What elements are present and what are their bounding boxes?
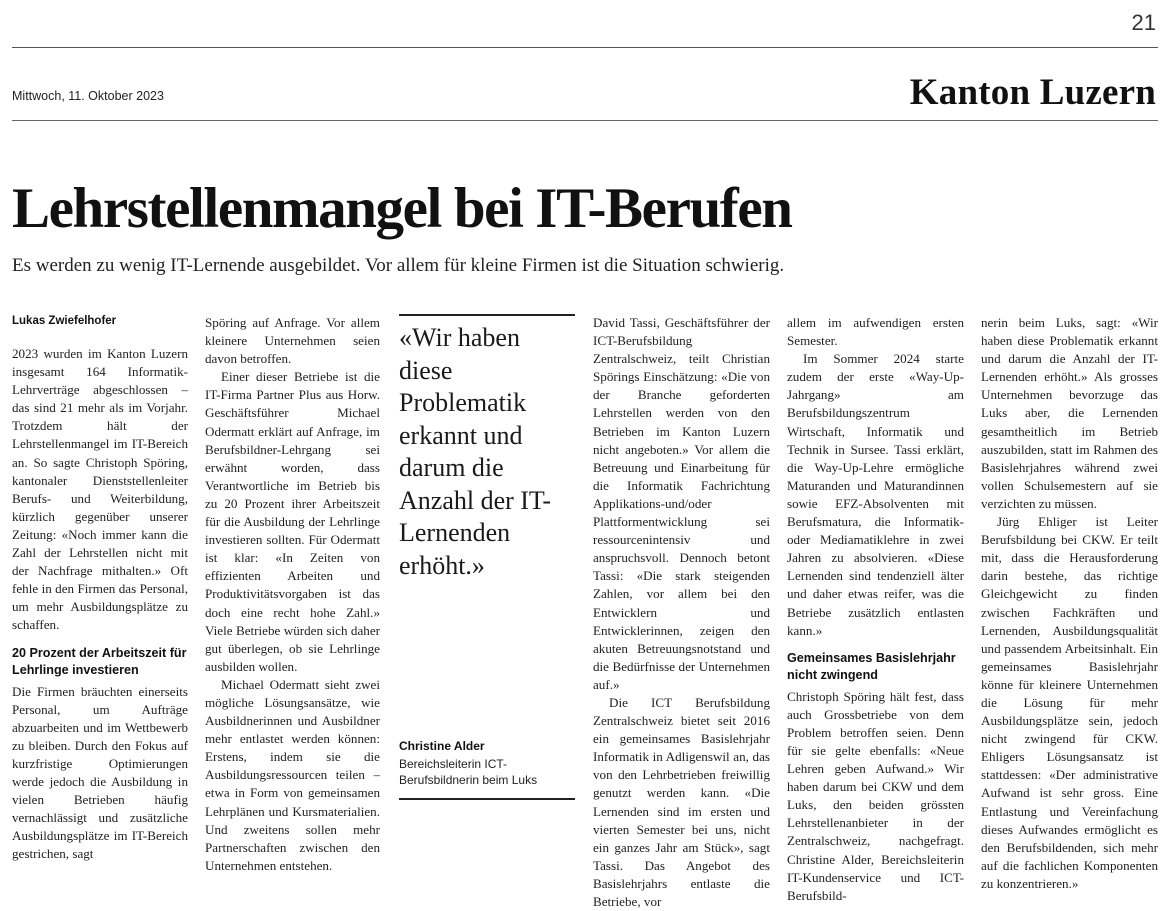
article-column-4 — [593, 314, 770, 909]
paragraph: Christoph Spöring hält fest, dass auch Grossbetriebe von dem Problem betroffen seien. Denn für sie gelte ebenfalls: «Neue Lehren geben Aufwand.» Wir haben darum bei CKW und dem Luks, den beiden grössten Lehrstellenanbieter in der Zentralschweiz, nachgefragt. Christine Alder, Bereichsleiterin IT-Kundenservice und ICT-Berufsbild- — [787, 688, 964, 903]
article-column-5 — [787, 314, 964, 903]
top-rule — [12, 47, 1158, 48]
paragraph: Michael Odermatt sieht zwei mögliche Lösungsansätze, wie Ausbildnerinnen und Ausbildner mehr entlastet werden können: Erstens, indem sie die Ausbildungsressourcen teilen – etwa in Form von gemeinsamen Lehrplänen und Kursmaterialien. Und zweitens sollen mehr Partnerschaften zwischen den Unternehmen entstehen. — [205, 676, 380, 873]
paragraph: Die Firmen bräuchten einerseits Personal, um Aufträge abzuarbeiten und im Wettbewerb zu bleiben. Durch den Fokus auf kurzfristige Optimierungen werde jedoch die Ausbildung in vielen Betrieben häufig vernachlässigt und zusätzliche Ausbildungsplätze im IT-Bereich gestrichen, sagt — [12, 683, 188, 862]
paragraph: nerin beim Luks, sagt: «Wir haben diese Problematik erkannt und darum die Anzahl der IT-Lernenden erhöht.» Als grosses Unternehmen bevorzuge das Luks aber, die Lernenden gesamtheitlich im Betrieb auszubilden, statt im Rahmen des Basislehrjahres während zwei vollen Schulsemestern auf sie verzichten zu müssen. — [981, 315, 1158, 511]
paragraph: Spöring auf Anfrage. Vor allem kleinere Unternehmen seien davon betroffen. — [205, 315, 380, 367]
article-headline: Lehrstellenmangel bei IT-Berufen — [12, 177, 792, 240]
section-title: Kanton Luzern — [909, 72, 1156, 113]
quote-bottom-rule — [399, 798, 575, 800]
article-lead: Es werden zu wenig IT-Lernende ausgebildet. Vor allem für kleine Firmen ist die Situation schwierig. — [12, 255, 785, 276]
paragraph: allem im aufwendigen ersten Semester. — [787, 315, 964, 349]
subheading: Gemeinsames Basislehrjahr nicht zwingend — [787, 650, 956, 682]
publication-date: Mittwoch, 11. Oktober 2023 — [12, 89, 164, 103]
quote-attribution-role: Bereichsleiterin ICT-Berufsbildnerin beim Luks — [399, 757, 538, 787]
paragraph: Im Sommer 2024 starte zudem der erste «Way-Up-Jahrgang» am Berufsbildungszentrum Wirtschaft, Informatik und Technik in Sursee. Tassi erklärt, die Way-Up-Lehre ermögliche Maturanden und Maturandinnen sowie EFZ-Absolventen mit Berufsmatura, die Informatik- oder Mediamatiklehre in zwei Jahren zu absolvieren. «Diese Lernenden sind tendenziell älter und daher etwas reifer, was die Betriebe zusätzlich entlasten kann.» — [787, 351, 964, 638]
paragraph: 2023 wurden im Kanton Luzern insgesamt 164 Informatik-Lehrverträge abgeschlossen – das sind 21 mehr als im Vorjahr. Trotzdem hält der Lehrstellenmangel im IT-Bereich an. So sagte Christoph Spöring, kantonaler Dienststellenleiter Berufs- und Weiterbildung, kürzlich gegenüber unserer Zeitung: «Noch immer kann die Zahl der Lehrstellen nicht mit der Nachfrage mithalten.» Oft fehle in den Firmen das Personal, um mehr Ausbildungsplätze zu schaffen. — [12, 346, 188, 633]
paragraph: Einer dieser Betriebe ist die IT-Firma Partner Plus aus Horw. Geschäftsführer Michael Odermatt erklärt auf Anfrage, im Berufsbildner-Lehrgang sei erwähnt worden, dass Verantwortliche im Betrieb bis zu 20 Prozent ihrer Arbeitszeit für die Ausbildung der Lehrlinge investieren sollten. Für Odermatt ist klar: «In Zeiten von effizienten Arbeiten und Produktivitätsvorgaben ist das doch eine recht hohe Zahl.» Viele Betriebe würden sich daher gut überlegen, ob sie Lehrlinge ausbilden wollen. — [205, 369, 380, 674]
article-column-1 — [12, 314, 188, 862]
pull-quote — [399, 314, 575, 800]
quote-top-rule — [399, 314, 575, 316]
author-byline: Lukas Zwiefelhofer — [12, 315, 117, 327]
paragraph: Jürg Ehliger ist Leiter Berufsbildung bei CKW. Er teilt mit, dass die Herausforderung darin bestehe, das richtige Gleichgewicht zu finden zwischen Fachkräften und Lernenden, Ausbildungsqualität und passendem Arbeitsinhalt. Ein gemeinsames Basislehrjahr könne für kleinere Unternehmen die Lösung für mehr Ausbildungsplätze sein, jedoch nicht zwingend für CKW. Ehligers Lösungsansatz ist stattdessen: «Der administrative Aufwand ist sehr gross. Eine Entlastung und Vereinfachung dieses Aufwandes ermöglicht es den Berufsbildenden, sich mehr auf die fachlichen Komponenten zu konzentrieren.» — [981, 514, 1158, 891]
article-column-2 — [205, 314, 380, 873]
quote-attribution-name: Christine Alder — [399, 739, 485, 753]
quote-text: «Wir haben diese Problematik erkannt und darum die Anzahl der IT-Lernenden erhöht.» — [399, 323, 552, 580]
paragraph: David Tassi, Geschäftsführer der ICT-Berufsbildung Zentralschweiz, teilt Christian Spörings Einschätzung: «Die von der Branche geforderten Lehrstellen werden von den Betrieben im Kanton Luzern nicht angeboten.» Vor allem die Betreuung und Einarbeitung für die Informatik Fachrichtung Applikations-und/oder Plattformentwicklung sei ressourcenintensiv und anspruchsvoll. Dennoch betont Tassi: «Die stark steigenden Zahlen, vor allem bei den Entwicklern und Entwicklerinnen, zeigen den akuten Betreuungsnotstand und die Bedürfnisse der Unternehmen auf.» — [593, 315, 770, 692]
page-number: 21 — [1131, 10, 1156, 35]
article-column-6 — [981, 314, 1158, 891]
subheading: 20 Prozent der Arbeitszeit für Lehrlinge investieren — [12, 645, 187, 677]
paragraph: Die ICT Berufsbildung Zentralschweiz bietet seit 2016 ein gemeinsames Basislehrjahr Informatik in Adligenswil an, das von den Lehrbetrieben freiwillig genutzt werden kann. «Die Lernenden sind im ersten und vierten Semester bei uns, nicht ein ganzes Jahr am Stück», sagt Tassi. Das Angebot des Basislehrjahrs entlaste die Betriebe, vor — [593, 694, 770, 909]
section-rule — [12, 120, 1158, 121]
